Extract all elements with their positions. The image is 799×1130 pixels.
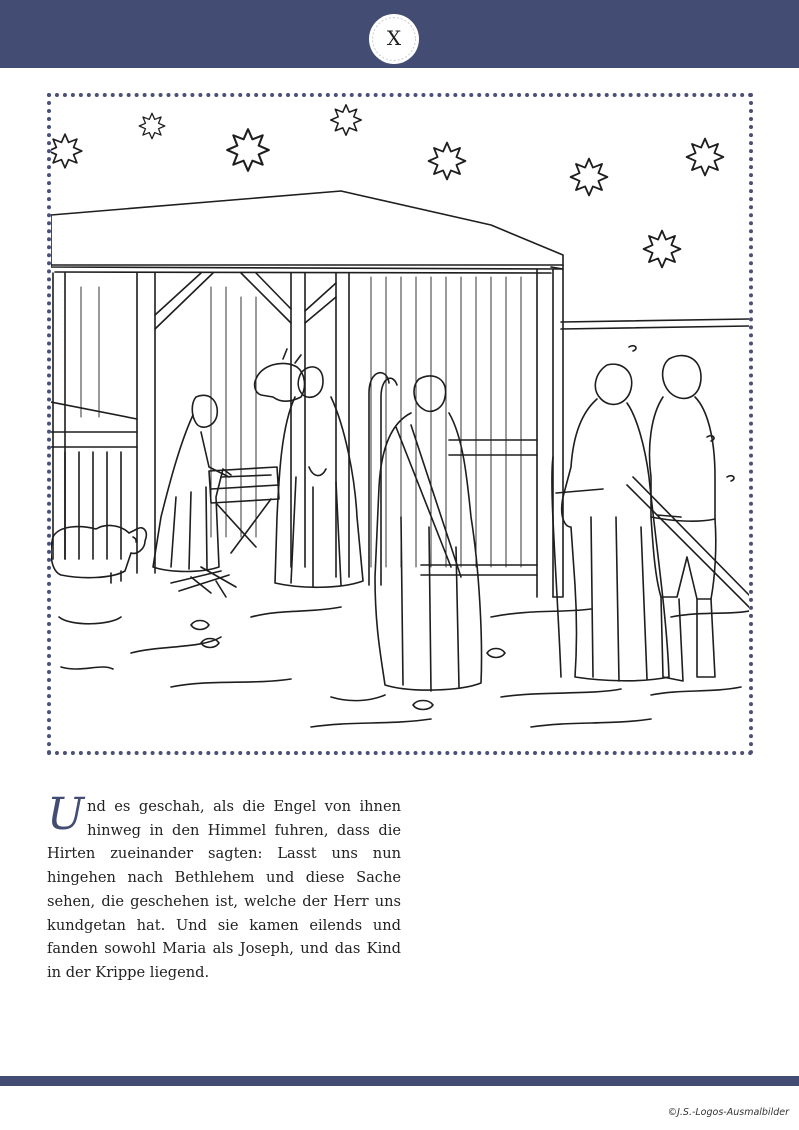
footer-band: [0, 1076, 799, 1086]
story-body: nd es geschah, als die Engel von ihnen hinweg in den Himmel fuhren, dass die Hirten zueinander sagten: Lasst uns nun hingehen nach Bethlehem und diese Sache sehen, die geschehen ist, welche der Herr uns kundgetan hat. Und sie kamen eilends und fanden sowohl Maria als Joseph, und das Kind in der Krippe liegend.: [47, 798, 401, 981]
header-band: [0, 0, 799, 68]
drop-cap: U: [47, 789, 85, 840]
copyright-notice: ©J.S.-Logos-Ausmalbilder: [667, 1107, 789, 1118]
nativity-stable-coloring-icon: [51, 97, 749, 751]
story-text: [47, 789, 401, 985]
page-badge: [369, 14, 419, 64]
page-badge-label: X: [386, 26, 402, 50]
